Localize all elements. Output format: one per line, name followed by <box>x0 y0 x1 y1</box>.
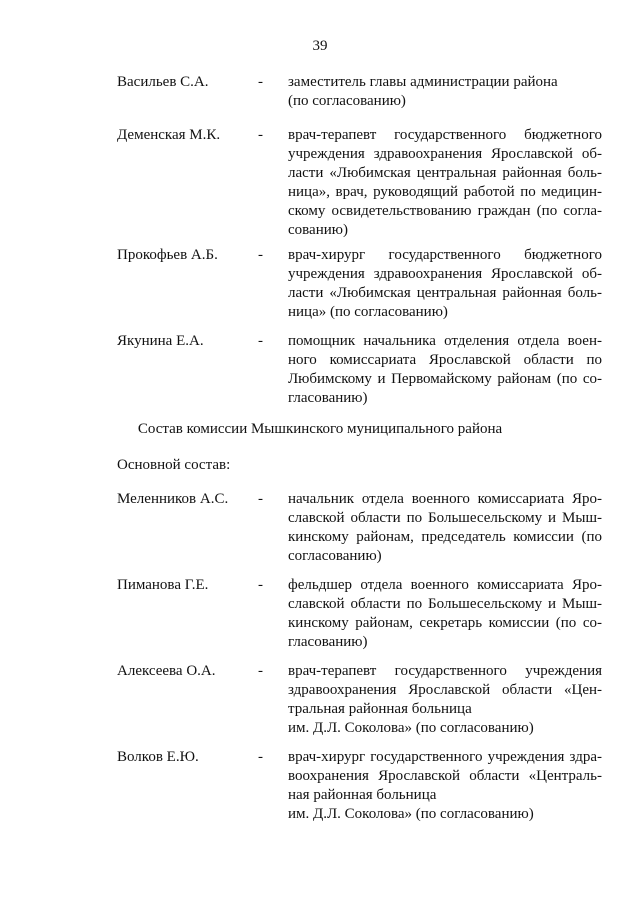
subheading: Основной состав: <box>117 457 231 473</box>
description-line: согласованию) <box>288 548 382 564</box>
dash-separator: - <box>258 577 263 593</box>
member-description <box>288 576 602 652</box>
description-line: начальник отдела военного комиссариата Яро- <box>288 491 602 507</box>
description-line: сованию) <box>288 222 348 238</box>
member-description <box>288 126 602 240</box>
dash-separator: - <box>258 247 263 263</box>
description-line: врач-терапевт государственного бюджетного <box>288 127 602 143</box>
description-line: ного комиссариата Ярославской области по <box>288 352 602 368</box>
description-line: им. Д.Л. Соколова» (по согласованию) <box>288 806 534 822</box>
dash-separator: - <box>258 749 263 765</box>
member-name: Деменская М.К. <box>117 127 221 143</box>
member-description <box>288 73 602 111</box>
description-line: ница», врач, руководящий работой по медицин- <box>288 184 602 200</box>
description-line: кинскому районам, председатель комиссии (по <box>288 529 602 545</box>
member-name: Пиманова Г.Е. <box>117 577 209 593</box>
description-line: скому освидетельствованию граждан (по согла- <box>288 203 602 219</box>
description-line: учреждения здравоохранения Ярославской об- <box>288 146 602 162</box>
member-name: Волков Е.Ю. <box>117 749 199 765</box>
description-line: воохранения Ярославской области «Централь- <box>288 768 602 784</box>
description-line: ница» (по согласованию) <box>288 304 448 320</box>
member-name: Прокофьев А.Б. <box>117 247 218 263</box>
description-line: славской области по Большесельскому и Мыш- <box>288 510 602 526</box>
description-line: ласти «Любимская центральная районная боль- <box>288 165 602 181</box>
description-line: тральная районная больница <box>288 701 472 717</box>
description-line: заместитель главы администрации района <box>288 74 558 90</box>
description-line: фельдшер отдела военного комиссариата Яро- <box>288 577 602 593</box>
member-name: Алексеева О.А. <box>117 663 216 679</box>
dash-separator: - <box>258 491 263 507</box>
description-line: врач-терапевт государственного учреждения <box>288 663 602 679</box>
description-line: Любимскому и Первомайскому районам (по со- <box>288 371 602 387</box>
member-description <box>288 490 602 566</box>
description-line: кинскому районам, секретарь комиссии (по со- <box>288 615 602 631</box>
description-line: помощник начальника отделения отдела воен- <box>288 333 602 349</box>
description-line: учреждения здравоохранения Ярославской об- <box>288 266 602 282</box>
description-line: (по согласованию) <box>288 93 406 109</box>
description-line: гласованию) <box>288 634 368 650</box>
dash-separator: - <box>258 74 263 90</box>
member-description <box>288 246 602 322</box>
member-name: Меленников А.С. <box>117 491 229 507</box>
description-line: гласованию) <box>288 390 368 406</box>
member-description <box>288 662 602 738</box>
description-line: врач-хирург государственного учреждения здра- <box>288 749 602 765</box>
member-description <box>288 748 602 824</box>
dash-separator: - <box>258 663 263 679</box>
member-name: Якунина Е.А. <box>117 333 204 349</box>
page-number: 39 <box>312 38 328 54</box>
description-line: славской области по Большесельскому и Мыш- <box>288 596 602 612</box>
description-line: врач-хирург государственного бюджетного <box>288 247 602 263</box>
description-line: ласти «Любимская центральная районная боль- <box>288 285 602 301</box>
member-name: Васильев С.А. <box>117 74 209 90</box>
description-line: здравоохранения Ярославской области «Цен- <box>288 682 602 698</box>
dash-separator: - <box>258 333 263 349</box>
dash-separator: - <box>258 127 263 143</box>
description-line: им. Д.Л. Соколова» (по согласованию) <box>288 720 534 736</box>
member-description <box>288 332 602 408</box>
description-line: ная районная больница <box>288 787 437 803</box>
section-heading: Состав комиссии Мышкинского муниципального района <box>137 421 503 437</box>
